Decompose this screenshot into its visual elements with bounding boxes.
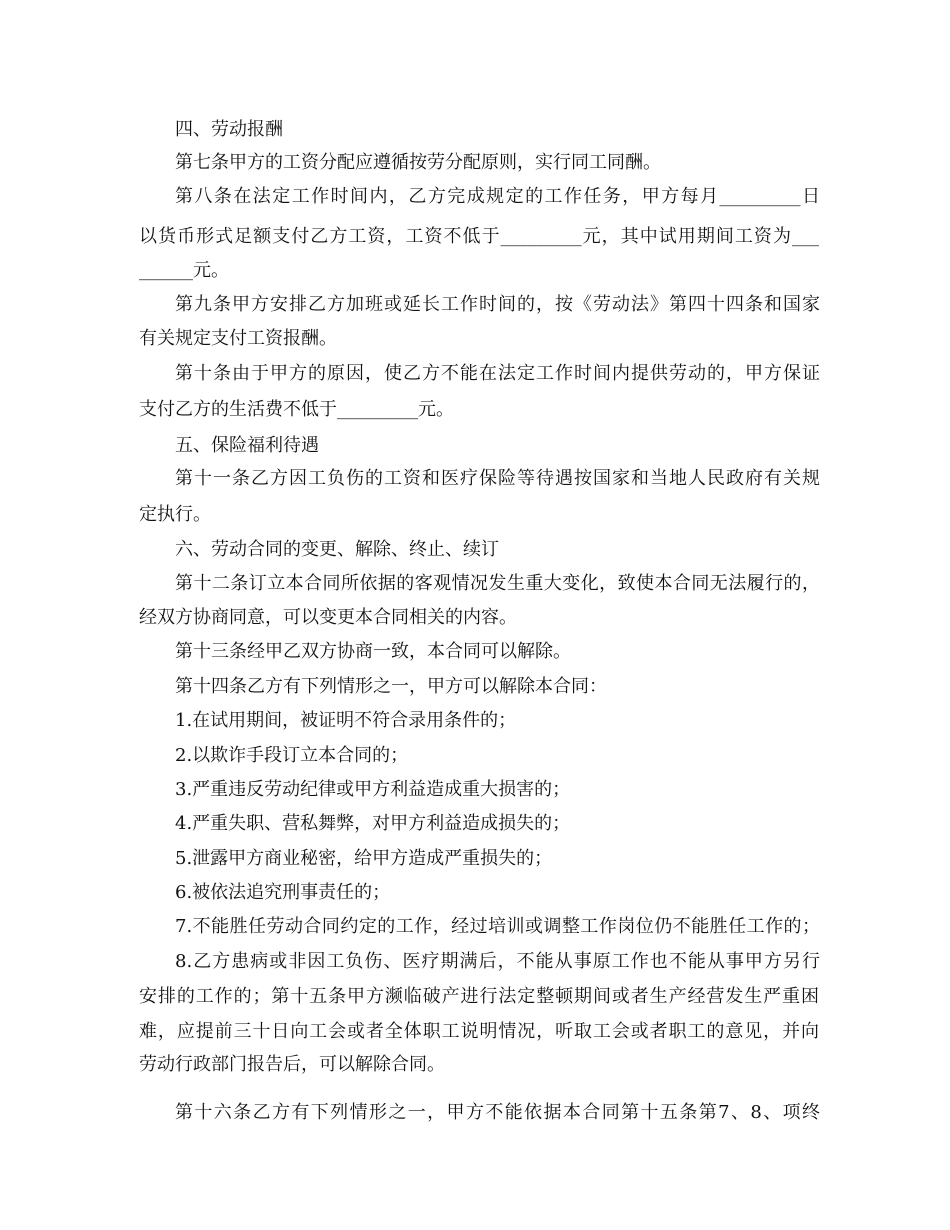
clause-10-line-2: 支付乙方的生活费不低于_________元。 [139, 399, 454, 420]
section-heading-remuneration: 四、劳动报酬 [175, 119, 283, 140]
section-heading-insurance: 五、保险福利待遇 [175, 435, 319, 456]
clause-8-line-2: 以货币形式足额支付乙方工资，工资不低于_________元，其中试用期间工资为___ [139, 226, 819, 247]
clause-11-line-2: 定执行。 [139, 504, 211, 525]
clause-15-line-2: 难，应提前三十日向工会或者全体职工说明情况，听取工会或者职工的意见，并向 [139, 1021, 819, 1042]
clause-13: 第十三条经甲乙双方协商一致，本合同可以解除。 [175, 641, 571, 662]
clause-14-item-4: 4.严重失职、营私舞弊，对甲方利益造成损失的； [175, 813, 571, 834]
clause-14-item-3: 3.严重违反劳动纪律或甲方利益造成重大损害的； [175, 779, 571, 800]
clause-7: 第七条甲方的工资分配应遵循按劳分配原则，实行同工同酬。 [175, 152, 661, 173]
clause-14-item-2: 2.以欺诈手段订立本合同的； [175, 745, 409, 766]
clause-14-item-6: 6.被依法追究刑事责任的； [175, 882, 391, 903]
clause-10-line-1: 第十条由于甲方的原因，使乙方不能在法定工作时间内提供劳动的，甲方保证 [175, 363, 820, 384]
clause-9-line-2: 有关规定支付工资报酬。 [139, 328, 337, 349]
clause-11-line-1: 第十一条乙方因工负伤的工资和医疗保险等待遇按国家和当地人民政府有关规 [175, 468, 820, 489]
clause-8-line-3: ______元。 [139, 260, 229, 281]
clause-15-line-3: 劳动行政部门报告后，可以解除合同。 [139, 1054, 445, 1075]
clause-9-line-1: 第九条甲方安排乙方加班或延长工作时间的，按《劳动法》第四十四条和国家 [175, 294, 820, 315]
clause-14: 第十四条乙方有下列情形之一，甲方可以解除本合同： [175, 676, 607, 697]
clause-14-item-5: 5.泄露甲方商业秘密，给甲方造成严重损失的； [175, 848, 553, 869]
clause-14-item-1: 1.在试用期间，被证明不符合录用条件的； [175, 710, 517, 731]
clause-14-item-7: 7.不能胜任劳动合同约定的工作，经过培训或调整工作岗位仍不能胜任工作的； [175, 916, 820, 937]
clause-14-item-8-line-1: 8.乙方患病或非因工负伤、医疗期满后，不能从事原工作也不能从事甲方另行 [175, 951, 820, 972]
clause-12-line-2: 经双方协商同意，可以变更本合同相关的内容。 [139, 607, 517, 628]
clause-15-line-1: 安排的工作的；第十五条甲方濒临破产进行法定整顿期间或者生产经营发生严重困 [139, 986, 819, 1007]
clause-8-line-1: 第八条在法定工作时间内，乙方完成规定的工作任务，甲方每月_________日 [175, 186, 820, 207]
clause-12-line-1: 第十二条订立本合同所依据的客观情况发生重大变化，致使本合同无法履行的， [175, 573, 820, 594]
clause-16-line-1: 第十六条乙方有下列情形之一，甲方不能依据本合同第十五条第7、8、项终 [175, 1102, 820, 1123]
section-heading-contract-changes: 六、劳动合同的变更、解除、终止、续订 [175, 539, 499, 560]
